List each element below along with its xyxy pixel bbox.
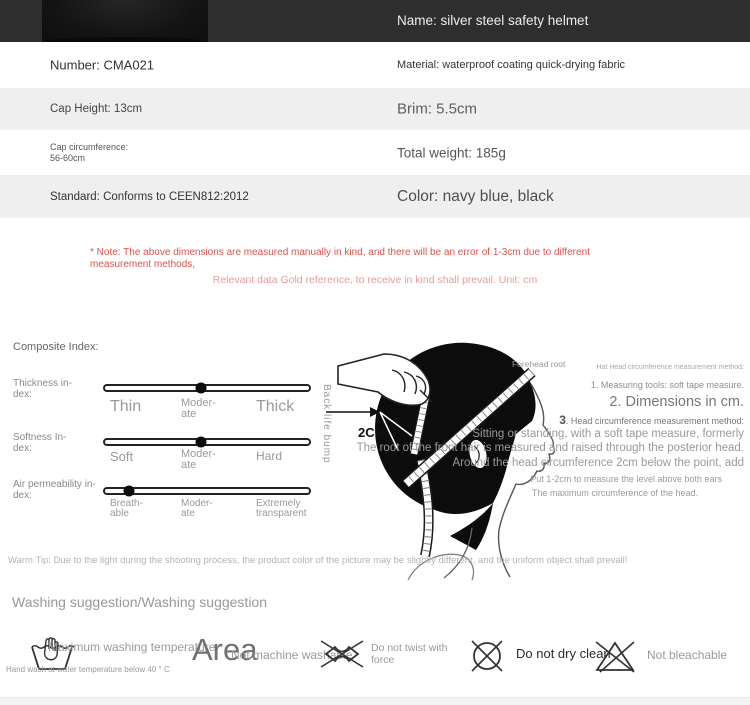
thickness-slider-dot bbox=[195, 383, 206, 394]
spec-standard: Standard: Conforms to CEEN812:2012 bbox=[50, 190, 249, 203]
composite-index-title: Composite Index: bbox=[13, 341, 99, 353]
spec-row-number-material bbox=[0, 42, 750, 88]
instruction-line-6: Around the head circumference 2cm below the point, add bbox=[452, 457, 744, 469]
spec-color: Color: navy blue, black bbox=[397, 187, 554, 205]
reference-note: Relevant data Gold reference, to receive in kind shall prevail. Unit: cm bbox=[212, 274, 538, 286]
spec-row-circumference-weight bbox=[0, 130, 750, 175]
not-machine-washable-label: Not machine washable bbox=[231, 648, 353, 662]
measurement-note: * Note: The above dimensions are measured manually in kind, and there will be an error of 1-3cm due to different measurement methods, bbox=[90, 247, 590, 270]
not-bleachable-icon bbox=[592, 638, 638, 674]
instruction-line-4: Sitting or standing, with a soft tape measure, formerly bbox=[472, 428, 744, 440]
do-not-dry-clean-label: Do not dry clean bbox=[516, 646, 611, 661]
softness-index-label: Softness In- dex: bbox=[13, 432, 67, 454]
tick-moderate-3: Moder- ate bbox=[181, 498, 213, 519]
instruction-line-8: The maximum circumference of the head. bbox=[531, 488, 698, 498]
tick-hard: Hard bbox=[256, 449, 283, 463]
tick-thin: Thin bbox=[110, 398, 142, 415]
do-not-twist-label: Do not twist with force bbox=[371, 642, 448, 666]
spec-total-weight: Total weight: 185g bbox=[397, 145, 506, 160]
hand-wash-note: Hand wash at water temperature below 40 ° C bbox=[6, 665, 170, 674]
tick-thick: Thick bbox=[256, 398, 295, 415]
spec-material: Material: waterproof coating quick-drying fabric bbox=[397, 59, 626, 71]
forehead-root-label: Forehead root bbox=[512, 359, 566, 369]
tick-extremely-transparent: Extremely transparent bbox=[256, 498, 307, 519]
instruction-line-3: 3. Head circumference measurement method: bbox=[559, 413, 744, 427]
tick-moderate-2: Moder- ate bbox=[181, 448, 216, 471]
bottom-section-divider bbox=[0, 697, 750, 705]
spec-cap-height: Cap Height: 13cm bbox=[50, 103, 143, 115]
product-photo bbox=[42, 0, 208, 42]
instruction-line-7: Put 1-2cm to measure the level above both ears bbox=[530, 474, 722, 484]
back-life-bump-label: Back life bump bbox=[321, 384, 332, 464]
washing-suggestion-title: Washing suggestion/Washing suggestion bbox=[12, 594, 268, 610]
thickness-index-label: Thickness in- dex: bbox=[13, 378, 72, 400]
air-permeability-slider-dot bbox=[124, 486, 135, 497]
softness-slider bbox=[103, 438, 311, 446]
air-permeability-index-label: Air permeability in- dex: bbox=[13, 479, 96, 501]
thickness-slider bbox=[103, 384, 311, 392]
tick-breathable: Breath- able bbox=[110, 498, 143, 519]
do-not-dry-clean-icon bbox=[468, 637, 506, 675]
product-name: Name: silver steel safety helmet bbox=[397, 13, 589, 28]
air-permeability-slider bbox=[103, 487, 311, 495]
spec-cap-circumference: Cap circumference: 56-60cm bbox=[50, 141, 129, 163]
instruction-line-5: The root of the front hair is measured and raised through the posterior head. bbox=[356, 442, 744, 454]
softness-slider-dot bbox=[195, 437, 206, 448]
instruction-line-1: 1. Measuring tools: soft tape measure. bbox=[590, 380, 744, 390]
tick-moderate-1: Moder- ate bbox=[181, 397, 216, 420]
not-bleachable-label: Not bleachable bbox=[647, 648, 728, 662]
max-washing-temperature-label: Maximum washing temperature bbox=[48, 640, 216, 654]
instruction-line-2: 2. Dimensions in cm. bbox=[609, 394, 744, 410]
spec-number: Number: CMA021 bbox=[50, 57, 155, 73]
spec-row-height-brim bbox=[0, 88, 750, 130]
warm-tip: Warm Tip: Due to the light during the shooting process, the product color of the picture may be slightly different, and the uniform object shall prevail! bbox=[8, 555, 628, 566]
area-watermark: Area bbox=[192, 632, 258, 667]
spec-brim: Brim: 5.5cm bbox=[397, 100, 478, 118]
do-not-wring-icon bbox=[318, 639, 366, 669]
tick-soft: Soft bbox=[110, 449, 134, 464]
2cm-label: 2CM bbox=[358, 425, 386, 440]
spec-row-standard-color bbox=[0, 175, 750, 218]
instruction-line-0: Hat Head circumference measurement method: bbox=[596, 364, 744, 371]
